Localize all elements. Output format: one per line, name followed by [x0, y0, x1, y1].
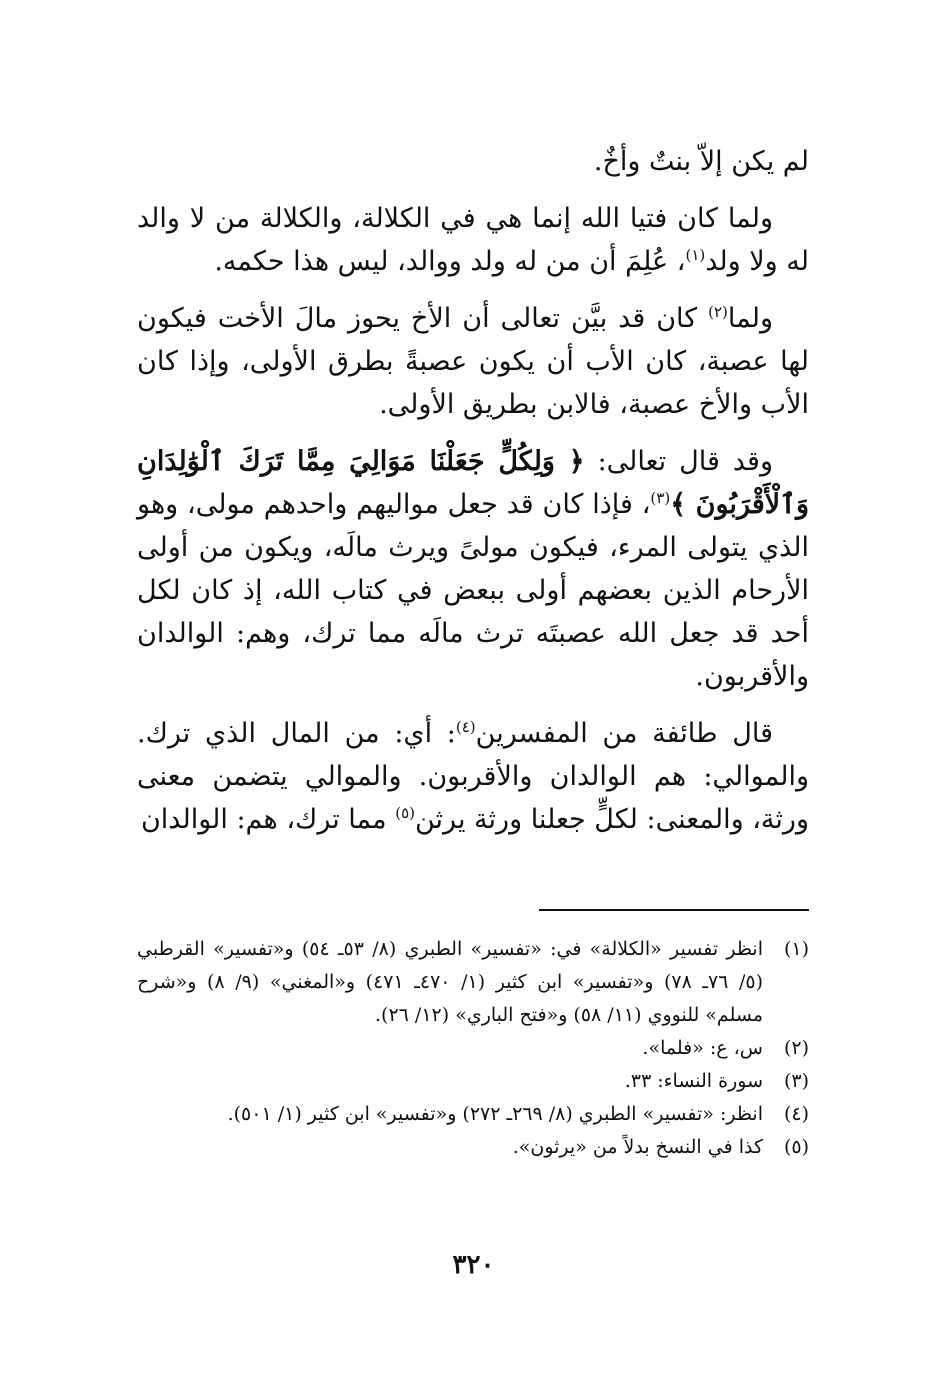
paragraph-1: [137, 140, 809, 183]
footnote-2: [137, 1032, 809, 1065]
footnote-divider: [539, 909, 809, 911]
footnote-text: س، ع: «فلما».: [642, 1037, 763, 1059]
paragraph-4: [137, 440, 809, 698]
page-number: ٣٢٠: [452, 1250, 495, 1280]
footnote-3: [137, 1065, 809, 1098]
footnote-1: [137, 933, 809, 1032]
text-run: مما ترك، هم: الوالدان: [140, 804, 396, 835]
footnote-number: (١): [783, 938, 809, 960]
quran-verse: ﴿ وَلِكُلٍّ جَعَلْنَا مَوَالِيَ مِمَّا تَرَكَ ٱلْوَٰلِدَانِ وَٱلْأَقْرَبُونَ ﴾: [137, 446, 810, 520]
footnote-ref-5[interactable]: (٥): [395, 804, 415, 822]
footnote-4: [137, 1098, 809, 1131]
footnote-text: انظر: «تفسير» الطبري (٨/ ٢٦٩ـ ٢٧٢) و«تفسير» ابن كثير (١/ ٥٠١).: [227, 1103, 763, 1125]
text-run: وقد قال تعالى:: [584, 446, 773, 477]
paragraph-3: [137, 297, 809, 426]
text-run: ، عُلِمَ أن من له ولد ووالد، ليس هذا حكمه.: [214, 246, 686, 277]
text-run: ولما كان فتيا الله إنما هي في الكلالة، والكلالة من لا والد له ولا ولد: [137, 203, 809, 277]
paragraph-2: [137, 197, 809, 283]
footnote-text: كذا في النسخ بدلاً من «يرثون».: [512, 1136, 763, 1158]
text-run: قال طائفة من المفسرين: [475, 718, 773, 749]
footnote-number: (٣): [783, 1070, 809, 1092]
footnote-ref-4[interactable]: (٤): [455, 718, 476, 736]
text-run: ولما: [727, 303, 773, 334]
text-run: لم يكن إلاّ بنتٌ وأخٌ.: [593, 146, 809, 177]
footnote-number: (٤): [783, 1103, 809, 1125]
footnote-ref-1[interactable]: (١): [685, 246, 706, 264]
text-run: : أي: من المال الذي ترك. والموالي: هم الوالدان والأقربون. والموالي يتضمن معنى ورثة، والمعنى: لكلٍّ جعلنا ورثة يرثن: [137, 718, 809, 835]
footnote-text: سورة النساء: ٣٣.: [624, 1070, 763, 1092]
footnote-ref-2[interactable]: (٢): [708, 303, 728, 321]
footnote-number: (٥): [783, 1136, 809, 1158]
paragraph-5: [137, 712, 809, 841]
main-text: [137, 140, 809, 855]
footnote-ref-3[interactable]: (٣): [650, 489, 671, 507]
footnote-number: (٢): [783, 1037, 809, 1059]
footnote-text: انظر تفسير «الكلالة» في: «تفسير» الطبري (٨/ ٥٣ـ ٥٤) و«تفسير» القرطبي (٥/ ٧٦ـ ٧٨) و«تفسير» ابن كثير (١/ ٤٧٠ـ ٤٧١) و«المغني» (٩/ ٨) و«شرح مسلم» للنووي (١١/ ٥٨) و«فتح الباري» (١٢/ ٢٦).: [137, 938, 763, 1026]
text-run: ، فإذا كان قد جعل مواليهم واحدهم مولى، وهو الذي يتولى المرء، فيكون مولىً ويرث مالَه، ويكون من أولى الأرحام الذين بعضهم أولى ببعض في كتاب الله، إذ كان لكل أحد قد جعل الله عصبتَه ترث مالَه مما ترك، وهم: الوالدان والأقربون.: [137, 489, 809, 692]
text-run: كان قد بيَّن تعالى أن الأخ يحوز مالَ الأخت فيكون لها عصبة، كان الأب أن يكون عصبةً بطرق الأولى، وإذا كان الأب والأخ عصبة، فالابن بطريق الأولى.: [137, 303, 809, 420]
footnote-5: [137, 1131, 809, 1164]
footnotes: [137, 933, 809, 1164]
